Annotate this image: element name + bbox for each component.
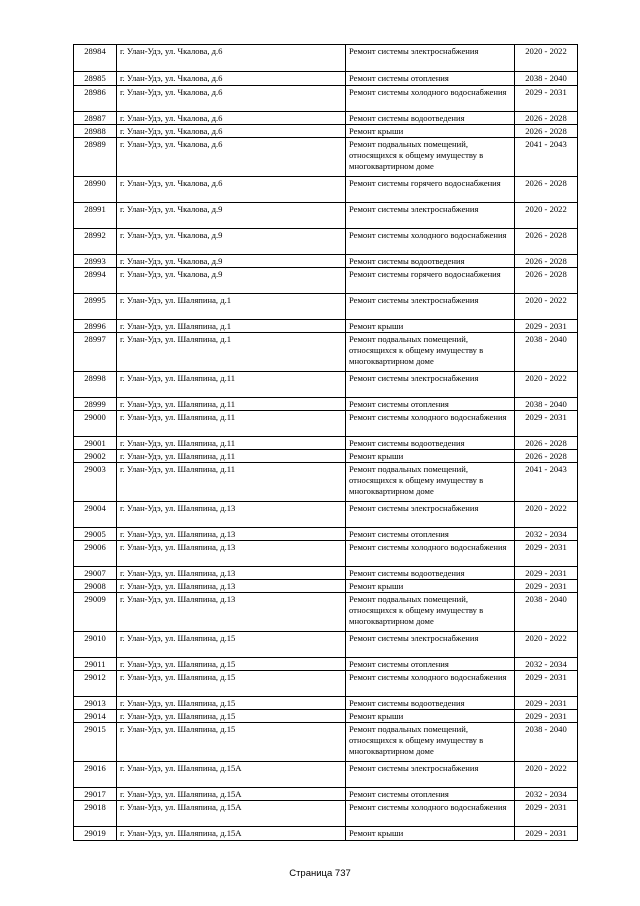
- address-cell: г. Улан-Удэ, ул. Шаляпина, д.15А: [117, 801, 346, 827]
- work-type-cell: Ремонт системы электроснабжения: [346, 203, 515, 229]
- table-row: [74, 177, 578, 203]
- period-cell: 2029 - 2031: [515, 567, 578, 580]
- address-cell: г. Улан-Удэ, ул. Шаляпина, д.11: [117, 372, 346, 398]
- work-type-cell: Ремонт системы водоотведения: [346, 255, 515, 268]
- row-number-cell: 29012: [74, 671, 117, 697]
- row-number-cell: 29000: [74, 411, 117, 437]
- work-type-cell: Ремонт системы холодного водоснабжения: [346, 229, 515, 255]
- work-type-cell: Ремонт системы водоотведения: [346, 567, 515, 580]
- work-type-cell: Ремонт системы отопления: [346, 788, 515, 801]
- period-cell: 2026 - 2028: [515, 255, 578, 268]
- row-number-cell: 29016: [74, 762, 117, 788]
- table-row: [74, 671, 578, 697]
- row-number-cell: 28989: [74, 138, 117, 177]
- address-cell: г. Улан-Удэ, ул. Шаляпина, д.13: [117, 528, 346, 541]
- work-type-cell: Ремонт системы отопления: [346, 528, 515, 541]
- work-type-cell: Ремонт крыши: [346, 450, 515, 463]
- work-type-cell: Ремонт подвальных помещений, относящихся к общему имуществу в многоквартирном доме: [346, 593, 515, 632]
- table-row: [74, 255, 578, 268]
- period-cell: 2020 - 2022: [515, 372, 578, 398]
- address-cell: г. Улан-Удэ, ул. Чкалова, д.9: [117, 268, 346, 294]
- row-number-cell: 28984: [74, 45, 117, 72]
- table-row: [74, 268, 578, 294]
- period-cell: 2032 - 2034: [515, 528, 578, 541]
- period-cell: 2038 - 2040: [515, 593, 578, 632]
- period-cell: 2041 - 2043: [515, 463, 578, 502]
- work-type-cell: Ремонт системы водоотведения: [346, 112, 515, 125]
- row-number-cell: 29017: [74, 788, 117, 801]
- period-cell: 2041 - 2043: [515, 138, 578, 177]
- work-type-cell: Ремонт системы горячего водоснабжения: [346, 268, 515, 294]
- table-row: [74, 333, 578, 372]
- table-row: [74, 801, 578, 827]
- period-cell: 2029 - 2031: [515, 827, 578, 841]
- address-cell: г. Улан-Удэ, ул. Чкалова, д.6: [117, 138, 346, 177]
- period-cell: 2020 - 2022: [515, 502, 578, 528]
- table-row: [74, 723, 578, 762]
- address-cell: г. Улан-Удэ, ул. Чкалова, д.9: [117, 229, 346, 255]
- row-number-cell: 29013: [74, 697, 117, 710]
- row-number-cell: 28998: [74, 372, 117, 398]
- row-number-cell: 29008: [74, 580, 117, 593]
- address-cell: г. Улан-Удэ, ул. Чкалова, д.9: [117, 255, 346, 268]
- address-cell: г. Улан-Удэ, ул. Шаляпина, д.15: [117, 697, 346, 710]
- address-cell: г. Улан-Удэ, ул. Шаляпина, д.15: [117, 723, 346, 762]
- address-cell: г. Улан-Удэ, ул. Чкалова, д.6: [117, 125, 346, 138]
- period-cell: 2026 - 2028: [515, 177, 578, 203]
- period-cell: 2020 - 2022: [515, 632, 578, 658]
- address-cell: г. Улан-Удэ, ул. Шаляпина, д.15: [117, 671, 346, 697]
- table-row: [74, 463, 578, 502]
- work-type-cell: Ремонт подвальных помещений, относящихся к общему имуществу в многоквартирном доме: [346, 138, 515, 177]
- address-cell: г. Улан-Удэ, ул. Чкалова, д.6: [117, 72, 346, 86]
- row-number-cell: 28988: [74, 125, 117, 138]
- address-cell: г. Улан-Удэ, ул. Шаляпина, д.15А: [117, 762, 346, 788]
- work-type-cell: Ремонт системы холодного водоснабжения: [346, 86, 515, 112]
- period-cell: 2038 - 2040: [515, 72, 578, 86]
- address-cell: г. Улан-Удэ, ул. Шаляпина, д.15: [117, 632, 346, 658]
- work-type-cell: Ремонт системы отопления: [346, 658, 515, 671]
- address-cell: г. Улан-Удэ, ул. Чкалова, д.6: [117, 45, 346, 72]
- work-type-cell: Ремонт системы холодного водоснабжения: [346, 541, 515, 567]
- row-number-cell: 29014: [74, 710, 117, 723]
- row-number-cell: 28987: [74, 112, 117, 125]
- work-type-cell: Ремонт системы холодного водоснабжения: [346, 411, 515, 437]
- address-cell: г. Улан-Удэ, ул. Шаляпина, д.13: [117, 580, 346, 593]
- table-row: [74, 658, 578, 671]
- period-cell: 2020 - 2022: [515, 45, 578, 72]
- table-row: [74, 632, 578, 658]
- table-row: [74, 112, 578, 125]
- table-row: [74, 437, 578, 450]
- row-number-cell: 29015: [74, 723, 117, 762]
- work-type-cell: Ремонт системы отопления: [346, 398, 515, 411]
- work-type-cell: Ремонт системы электроснабжения: [346, 294, 515, 320]
- period-cell: 2026 - 2028: [515, 229, 578, 255]
- period-cell: 2026 - 2028: [515, 125, 578, 138]
- row-number-cell: 28995: [74, 294, 117, 320]
- table-row: [74, 86, 578, 112]
- row-number-cell: 28992: [74, 229, 117, 255]
- work-type-cell: Ремонт системы холодного водоснабжения: [346, 671, 515, 697]
- period-cell: 2038 - 2040: [515, 398, 578, 411]
- period-cell: 2038 - 2040: [515, 723, 578, 762]
- work-type-cell: Ремонт системы электроснабжения: [346, 762, 515, 788]
- period-cell: 2026 - 2028: [515, 450, 578, 463]
- table-row: [74, 411, 578, 437]
- row-number-cell: 29007: [74, 567, 117, 580]
- work-type-cell: Ремонт крыши: [346, 125, 515, 138]
- row-number-cell: 28991: [74, 203, 117, 229]
- address-cell: г. Улан-Удэ, ул. Шаляпина, д.11: [117, 450, 346, 463]
- table-row: [74, 541, 578, 567]
- row-number-cell: 28997: [74, 333, 117, 372]
- work-type-cell: Ремонт крыши: [346, 580, 515, 593]
- row-number-cell: 29010: [74, 632, 117, 658]
- table-row: [74, 502, 578, 528]
- period-cell: 2026 - 2028: [515, 437, 578, 450]
- table-row: [74, 788, 578, 801]
- address-cell: г. Улан-Удэ, ул. Чкалова, д.6: [117, 177, 346, 203]
- row-number-cell: 28993: [74, 255, 117, 268]
- address-cell: г. Улан-Удэ, ул. Чкалова, д.6: [117, 86, 346, 112]
- table-row: [74, 45, 578, 72]
- row-number-cell: 29011: [74, 658, 117, 671]
- work-type-cell: Ремонт системы электроснабжения: [346, 45, 515, 72]
- page-number: Страница 737: [289, 868, 351, 879]
- address-cell: г. Улан-Удэ, ул. Шаляпина, д.13: [117, 541, 346, 567]
- period-cell: 2029 - 2031: [515, 671, 578, 697]
- work-type-cell: Ремонт системы холодного водоснабжения: [346, 801, 515, 827]
- row-number-cell: 29006: [74, 541, 117, 567]
- works-table: [73, 44, 578, 841]
- table-row: [74, 762, 578, 788]
- row-number-cell: 28985: [74, 72, 117, 86]
- period-cell: 2029 - 2031: [515, 320, 578, 333]
- work-type-cell: Ремонт подвальных помещений, относящихся к общему имуществу в многоквартирном доме: [346, 333, 515, 372]
- row-number-cell: 28999: [74, 398, 117, 411]
- work-type-cell: Ремонт крыши: [346, 710, 515, 723]
- table-row: [74, 72, 578, 86]
- row-number-cell: 29003: [74, 463, 117, 502]
- address-cell: г. Улан-Удэ, ул. Шаляпина, д.1: [117, 333, 346, 372]
- period-cell: 2029 - 2031: [515, 801, 578, 827]
- work-type-cell: Ремонт подвальных помещений, относящихся к общему имуществу в многоквартирном доме: [346, 463, 515, 502]
- table-row: [74, 710, 578, 723]
- address-cell: г. Улан-Удэ, ул. Шаляпина, д.11: [117, 398, 346, 411]
- table-row: [74, 567, 578, 580]
- table-row: [74, 398, 578, 411]
- row-number-cell: 29019: [74, 827, 117, 841]
- row-number-cell: 28994: [74, 268, 117, 294]
- table-row: [74, 450, 578, 463]
- address-cell: г. Улан-Удэ, ул. Шаляпина, д.1: [117, 294, 346, 320]
- row-number-cell: 29002: [74, 450, 117, 463]
- table-row: [74, 125, 578, 138]
- work-type-cell: Ремонт крыши: [346, 320, 515, 333]
- period-cell: 2029 - 2031: [515, 411, 578, 437]
- period-cell: 2029 - 2031: [515, 580, 578, 593]
- period-cell: 2020 - 2022: [515, 203, 578, 229]
- table-body: [74, 45, 578, 841]
- work-type-cell: Ремонт системы электроснабжения: [346, 372, 515, 398]
- table-row: [74, 320, 578, 333]
- table-row: [74, 697, 578, 710]
- address-cell: г. Улан-Удэ, ул. Шаляпина, д.15А: [117, 788, 346, 801]
- address-cell: г. Улан-Удэ, ул. Шаляпина, д.11: [117, 437, 346, 450]
- table-row: [74, 203, 578, 229]
- address-cell: г. Улан-Удэ, ул. Шаляпина, д.11: [117, 463, 346, 502]
- work-type-cell: Ремонт подвальных помещений, относящихся к общему имуществу в многоквартирном доме: [346, 723, 515, 762]
- period-cell: 2029 - 2031: [515, 86, 578, 112]
- address-cell: г. Улан-Удэ, ул. Шаляпина, д.15А: [117, 827, 346, 841]
- address-cell: г. Улан-Удэ, ул. Шаляпина, д.13: [117, 567, 346, 580]
- work-type-cell: Ремонт крыши: [346, 827, 515, 841]
- table-row: [74, 294, 578, 320]
- row-number-cell: 29009: [74, 593, 117, 632]
- work-type-cell: Ремонт системы отопления: [346, 72, 515, 86]
- address-cell: г. Улан-Удэ, ул. Шаляпина, д.13: [117, 502, 346, 528]
- row-number-cell: 29001: [74, 437, 117, 450]
- table-row: [74, 593, 578, 632]
- work-type-cell: Ремонт системы водоотведения: [346, 697, 515, 710]
- table-row: [74, 229, 578, 255]
- period-cell: 2020 - 2022: [515, 762, 578, 788]
- address-cell: г. Улан-Удэ, ул. Шаляпина, д.1: [117, 320, 346, 333]
- period-cell: 2038 - 2040: [515, 333, 578, 372]
- period-cell: 2029 - 2031: [515, 697, 578, 710]
- row-number-cell: 29004: [74, 502, 117, 528]
- row-number-cell: 28996: [74, 320, 117, 333]
- address-cell: г. Улан-Удэ, ул. Шаляпина, д.15: [117, 658, 346, 671]
- address-cell: г. Улан-Удэ, ул. Шаляпина, д.11: [117, 411, 346, 437]
- period-cell: 2026 - 2028: [515, 268, 578, 294]
- period-cell: 2020 - 2022: [515, 294, 578, 320]
- address-cell: г. Улан-Удэ, ул. Чкалова, д.6: [117, 112, 346, 125]
- row-number-cell: 29018: [74, 801, 117, 827]
- work-type-cell: Ремонт системы горячего водоснабжения: [346, 177, 515, 203]
- table-row: [74, 827, 578, 841]
- address-cell: г. Улан-Удэ, ул. Чкалова, д.9: [117, 203, 346, 229]
- work-type-cell: Ремонт системы электроснабжения: [346, 502, 515, 528]
- table-row: [74, 580, 578, 593]
- table-row: [74, 372, 578, 398]
- period-cell: 2029 - 2031: [515, 710, 578, 723]
- work-type-cell: Ремонт системы электроснабжения: [346, 632, 515, 658]
- period-cell: 2029 - 2031: [515, 541, 578, 567]
- period-cell: 2026 - 2028: [515, 112, 578, 125]
- table-row: [74, 528, 578, 541]
- address-cell: г. Улан-Удэ, ул. Шаляпина, д.13: [117, 593, 346, 632]
- row-number-cell: 29005: [74, 528, 117, 541]
- period-cell: 2032 - 2034: [515, 788, 578, 801]
- table-row: [74, 138, 578, 177]
- period-cell: 2032 - 2034: [515, 658, 578, 671]
- work-type-cell: Ремонт системы водоотведения: [346, 437, 515, 450]
- row-number-cell: 28986: [74, 86, 117, 112]
- address-cell: г. Улан-Удэ, ул. Шаляпина, д.15: [117, 710, 346, 723]
- row-number-cell: 28990: [74, 177, 117, 203]
